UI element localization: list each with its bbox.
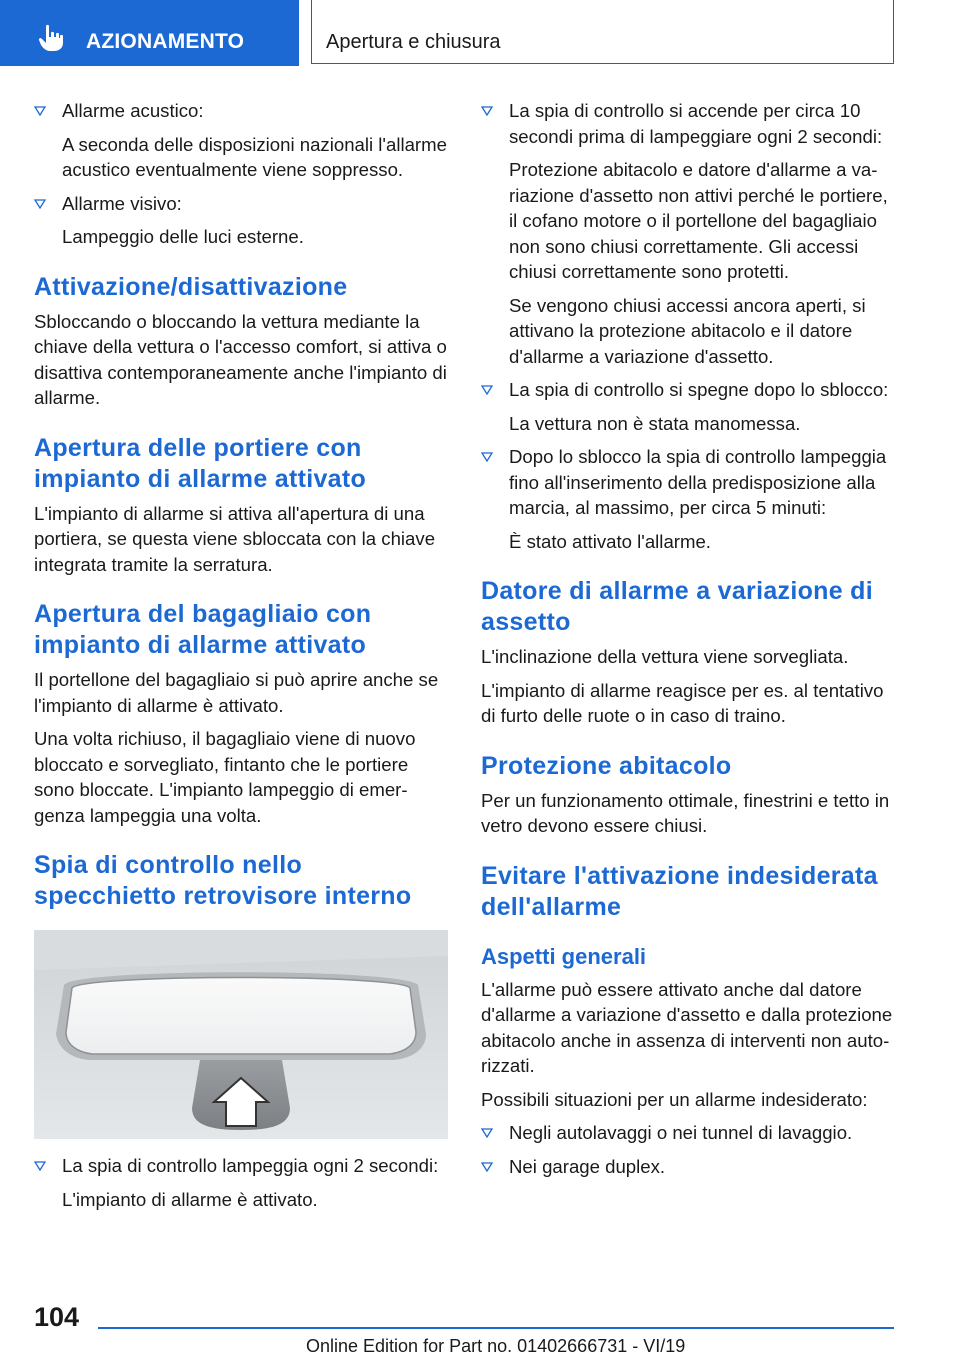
section-heading: Spia di controllo nello specchietto retrovisore interno [34,851,412,910]
triangle-bullet-icon [481,1162,493,1172]
section-label: AZIONAMENTO [86,30,245,53]
bullet-text: La spia di controllo lampeggia ogni 2 secondi: [62,1155,439,1176]
bullet-text: Allarme acustico: [62,100,204,121]
triangle-bullet-icon [481,385,493,395]
triangle-bullet-icon [481,106,493,116]
bullet-detail: L'impianto di allarme è attivato. [62,1188,318,1210]
footer-divider [98,1327,894,1329]
mirror-illustration [34,930,448,1139]
triangle-bullet-icon [481,1128,493,1138]
section-heading: Evitare l'attivazione indesiderata dell'allarme [481,861,878,921]
list-item [481,1154,899,1180]
subsection-heading: Aspetti generali [481,943,647,969]
triangle-bullet-icon [34,199,46,209]
right-column [481,98,899,1187]
page-number: 104 [34,1302,80,1332]
list-item [34,191,450,217]
paragraph: L'inclinazione della vettura viene sorvegliata. [481,646,849,667]
left-column [34,98,450,1220]
list-item [481,98,899,149]
paragraph: L'impianto di allarme si attiva all'apertura di una portiera, se questa viene sbloccata con la chiave integrata tramite la serratura. [34,502,436,575]
bullet-text: Nei garage duplex. [509,1155,666,1177]
bullet-detail: Protezione abitacolo e datore d'allarme a variazione d'assetto non attivi perché le portiere, il cofano motore o il portellone del bagagliaio non sono chiusi correttamente. Gli accessi chiusi correttamente sono protetti. [509,159,888,282]
edition-info: Online Edition for Part no. 01402666731 - VI/19 [306,1336,686,1356]
paragraph: Per un funzionamento ottimale, finestrini e tetto in vetro devono essere chiusi. [481,789,890,836]
triangle-bullet-icon [481,452,493,462]
triangle-bullet-icon [34,106,46,116]
bullet-detail: A seconda delle disposizioni nazionali l'allarme acustico eventualmente viene soppresso. [62,133,447,180]
bullet-detail: Lampeggio delle luci esterne. [62,226,304,247]
chapter-box [311,0,894,64]
hand-pointer-icon [38,24,64,52]
paragraph: Una volta richiuso, il bagagliaio viene di nuovo bloccato e sorvegliato, fintanto che le portiere sono bloccate. L'impianto lampeggio di emergenza lampeggia una volta. [34,728,416,826]
bullet-text: Allarme visivo: [62,192,182,214]
list-item [481,444,899,521]
section-heading: Attivazione/disattivazione [34,272,348,301]
section-heading: Apertura del bagagliaio con impianto di allarme attivato [34,600,372,659]
bullet-text: La spia di controllo si accende per circa 10 secondi prima di lampeggiare ogni 2 secondi: [509,100,883,147]
bullet-detail: È stato attivato l'allarme. [509,530,711,552]
list-item [481,377,899,403]
bullet-text: La spia di controllo si spegne dopo lo sblocco: [509,379,889,400]
paragraph: Possibili situazioni per un allarme indesiderato: [481,1088,868,1110]
chapter-title: Apertura e chiusura [326,31,501,53]
bullet-detail: La vettura non è stata manomessa. [509,412,801,434]
section-heading: Apertura delle portiere con impianto di allarme attivato [34,433,367,493]
bullet-detail: Se vengono chiusi accessi ancora aperti, si attivano la protezione abitacolo e il datore d'allarme a variazione d'assetto. [509,294,866,367]
list-item [34,1153,450,1179]
paragraph: Il portellone del bagagliaio si può aprire anche se l'impianto di allarme è attivato. [34,669,439,716]
triangle-bullet-icon [34,1161,46,1171]
bullet-text: Negli autolavaggi o nei tunnel di lavaggio. [509,1122,853,1143]
page-header [0,0,960,66]
section-tab[interactable] [0,0,299,66]
paragraph: L'impianto di allarme reagisce per es. al tentativo di furto delle ruote o in caso di traino. [481,679,884,726]
bullet-text: Dopo lo sblocco la spia di controllo lampeggia fino all'inserimento della predisposizione alla marcia, al massimo, per circa 5 minuti: [509,446,887,518]
section-heading: Datore di allarme a variazione di assetto [481,577,873,636]
section-heading: Protezione abitacolo [481,751,732,780]
paragraph: Sbloccando o bloccando la vettura mediante la chiave della vettura o l'accesso comfort, si attiva o disattiva contemporaneamente anche l'impianto di allarme. [34,310,447,408]
paragraph: L'allarme può essere attivato anche dal datore d'allarme a variazione d'assetto e dalla protezione abitacolo anche in assenza di interventi non autorizzati. [481,978,893,1076]
list-item [34,98,450,124]
rearview-mirror-image [34,930,448,1139]
list-item [481,1120,899,1146]
